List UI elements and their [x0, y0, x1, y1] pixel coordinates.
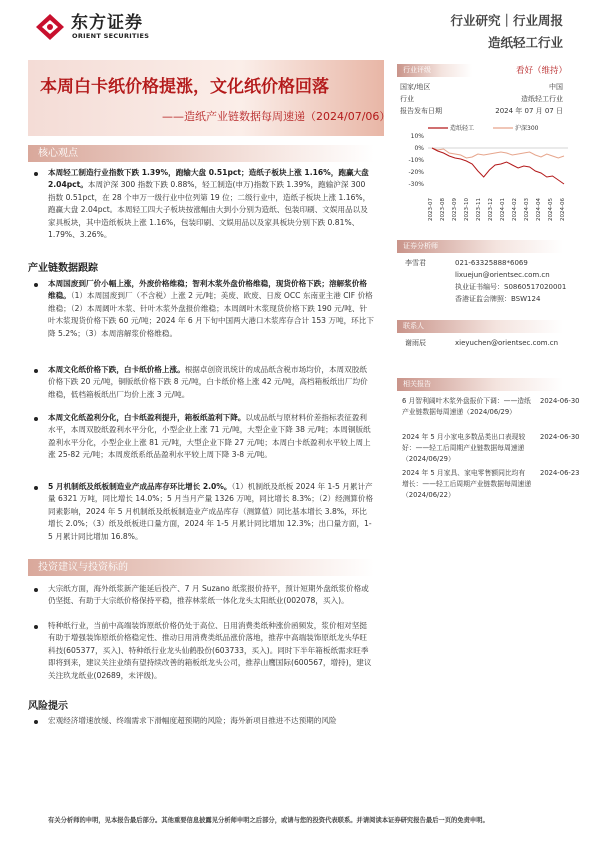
rating-value: 看好（维持）: [516, 66, 568, 76]
advice-bullet: [34, 620, 374, 682]
info-value: 造纸轻工行业: [521, 95, 563, 103]
chain-bold: 本周国废到厂价小幅上涨，外废价格维稳；智利木浆外盘价格维稳，现货价格下跌；溶解浆价格维稳。: [48, 279, 367, 301]
analyst-cert: 执业证书编号：S0860517020001: [455, 283, 567, 291]
logo-en-text: ORIENT SECURITIES: [72, 32, 150, 40]
chain-bullet: [34, 278, 374, 340]
section-chain-header: 产业链数据跟踪: [28, 263, 98, 274]
section-risk-header: 风险提示: [28, 701, 68, 712]
core-bold: 本周轻工制造行业指数下跌 1.39%，跑输大盘 0.51pct；造纸子板块上涨 1.16%，跑赢大盘 2.04pct。: [48, 168, 369, 190]
y-tick-label: -10%: [408, 157, 424, 164]
x-tick-label: 2023-10: [464, 198, 470, 221]
core-bullet: [34, 167, 374, 241]
analyst-phone: 021-63325888*6069: [455, 259, 528, 267]
info-value: 2024 年 07 月 07 日: [495, 107, 563, 115]
chain-text: （1）本周国废到厂（不含税）上涨 2 元/吨；美废、欧废、日废 OCC 东南亚主港 CIF 价格维稳；（2）本周阔叶木浆、针叶木浆外盘报价维稳；本周阔叶木浆现货价格下跌 190 元/吨、针叶木浆现货价格下跌 60 元/吨；2024 年 6 月下旬中国两大港口木浆库存合计 153 万吨，环比下降 5.2%；（3）本周溶解浆价格维稳。: [48, 291, 374, 338]
bullet-dot: [34, 283, 38, 287]
related-report-date: 2024-06-23: [540, 469, 580, 477]
x-tick-label: 2023-09: [452, 198, 458, 221]
x-tick-label: 2023-12: [488, 198, 494, 221]
analyst-hk-license: 香港证监会牌照：BSW124: [455, 295, 541, 303]
bullet-dot: [34, 486, 38, 490]
contact-tab: 联系人: [397, 320, 563, 333]
section-advice-header: 投资建议与投资标的: [28, 559, 374, 576]
analyst-name: 李雪君: [405, 259, 426, 267]
report-subtitle: ——造纸产业链数据每周速递（2024/07/06）: [162, 110, 391, 123]
related-report-date: 2024-06-30: [540, 433, 580, 441]
orient-logo-icon: [33, 12, 67, 42]
legend-industry: 造纸轻工: [450, 125, 475, 132]
advice-text: 特种纸行业，当前中高端装饰原纸价格仍处于高位、日用消费类纸种涨价函频发，浆价相对坚挺有助于增强装饰原纸价格稳定性、推动日用消费类纸品涨价落地，推荐中高端装饰原纸龙头华旺科技(605377，买入)、特种纸行业龙头仙鹤股份(603733，买入)。同时下半年箱板纸需求旺季即将到来，建议关注业绩有望持续改善的箱板纸龙头公司，推荐山鹰国际(600567，增持)，建议关注玖龙纸业(02689，未评级)。: [48, 621, 372, 680]
x-tick-label: 2023-08: [440, 198, 446, 221]
company-logo: [33, 12, 149, 42]
info-key: 行业: [400, 95, 414, 103]
report-category: 行业研究｜行业周报: [450, 13, 563, 28]
contact-name: 谢雨辰: [405, 339, 426, 347]
bullet-dot: [34, 720, 38, 724]
bullet-dot: [34, 369, 38, 373]
chain-bullet: [34, 364, 374, 401]
core-text: 本周沪深 300 指数下跌 0.88%，轻工制造(申万)指数下跌 1.39%，跑输沪深 300 指数 0.51pct，在 28 个申万一级行业中位列第 19 位；二级行业中，造纸子板块上涨 1.16%，跑赢大盘 2.04pct。本周轻工四大子板块按涨幅由大到小分别为造纸、包装印刷、文娱用品以及家具板块，其中造纸板块上涨 1.16%，包装印刷、文娱用品以及家具板块分别下跌 0.81%、1.79%、3.26%。: [48, 180, 371, 240]
info-value: 中国: [549, 83, 563, 91]
chain-text: 根据卓创资讯统计的成品纸含税市场均价，本周双胶纸价格下跌 20 元/吨，铜版纸价格下跌 8 元/吨，白卡纸价格上涨 42 元/吨，高档箱板纸出厂均价维稳，低档箱板纸出厂均价上涨 3 元/吨。: [48, 365, 368, 399]
chain-bullet: [34, 481, 374, 543]
risk-bullet: [34, 715, 374, 727]
legend-index: 沪深300: [515, 125, 539, 132]
analyst-tab: 证券分析师: [397, 240, 563, 253]
x-tick-label: 2024-03: [524, 198, 530, 221]
performance-chart: [398, 120, 568, 228]
disclaimer-footer: 有关分析师的申明，见本报告最后部分。其他重要信息披露见分析师申明之后部分，或请与您的投资代表联系。并请阅读本证券研究报告最后一页的免责申明。: [48, 817, 489, 824]
y-tick-label: 0%: [414, 145, 424, 152]
chain-text: 以成品纸与原材料价差指标表征盈利水平，本周双胶纸盈利水平分化，小型企业上涨 71 元/吨，大型企业下降 38 元/吨；本周铜版纸盈利水平分化，小型企业上涨 81 元/吨，大型企业下降 27 元/吨；本周白卡纸盈利水平较上周上涨 25-82 元/吨；本周废纸系纸品盈利水平较上周下降 3-8 元/吨。: [48, 413, 371, 460]
related-report-link[interactable]: 6 月智利阔叶木浆外盘报价下调：——造纸产业链数据每周速递（2024/06/29）: [402, 397, 531, 416]
info-key: 报告发布日期: [400, 107, 442, 115]
analyst-email[interactable]: lixuejun@orientsec.com.cn: [455, 271, 550, 279]
x-tick-label: 2024-01: [500, 198, 506, 221]
report-title: 本周白卡纸价格提涨，文化纸价格回落: [40, 77, 329, 97]
x-tick-label: 2024-02: [512, 198, 518, 221]
chain-bold: 5 月机制纸及纸板制造业产成品库存环比增长 2.0%。: [48, 482, 232, 491]
y-tick-label: 10%: [410, 133, 424, 140]
chain-bullet: [34, 412, 374, 462]
chain-bold: 本周文化纸价格下跌，白卡纸价格上涨。: [48, 365, 185, 374]
info-key: 国家/地区: [400, 83, 431, 91]
bullet-dot: [34, 625, 38, 629]
rating-tab: 行业评级: [397, 64, 472, 77]
related-tab: 相关报告: [397, 378, 563, 391]
section-core-header: 核心观点: [28, 145, 374, 162]
logo-cn-text: 东方证券: [71, 13, 143, 33]
bullet-dot: [34, 588, 38, 592]
bullet-dot: [34, 172, 38, 176]
bullet-dot: [34, 417, 38, 421]
x-tick-label: 2023-07: [428, 198, 434, 221]
related-report-link[interactable]: 2024 年 5 月小家电多数品类出口表现较好：——轻工后周期产业链数据每周速递（2024/06/29）: [402, 433, 526, 463]
y-tick-label: -20%: [408, 169, 424, 176]
chain-bold: 本周文化纸盈利分化，白卡纸盈利提升，箱板纸盈利下降。: [48, 413, 246, 422]
x-tick-label: 2023-11: [476, 198, 482, 221]
y-tick-label: -30%: [408, 181, 424, 188]
advice-text: 大宗纸方面，海外纸浆新产能延后投产、7 月 Suzano 纸浆报价持平，预计短期外盘纸浆价格或仍坚挺、有助于大宗纸价格保持平稳，推荐林浆纸一体化龙头太阳纸业(002078，买入)。: [48, 584, 369, 606]
x-tick-label: 2024-04: [536, 198, 542, 221]
related-report-link[interactable]: 2024 年 5 月家具、家电零售额同比均有增长：——轻工后周期产业链数据每周速递（2024/06/22）: [402, 469, 532, 499]
report-industry: 造纸轻工行业: [487, 35, 563, 50]
related-report-date: 2024-06-30: [540, 397, 580, 405]
chain-text: （1）机制纸及纸板 2024 年 1-5 月累计产量 6321 万吨，同比增长 14.0%；5 月当月产量 1326 万吨，同比增长 8.3%；（2）经测算价格同素影响，2024 年 5 月机制纸及纸板制造业产成品库存（测算值）同比基本增长 3.8%，环比增长 2.0%；（3）纸及纸板进口量方面，2024 年 1-5 月累计同比增加 12.3%；出口量方面，1-5 月累计同比增加 16.8%。: [48, 482, 374, 541]
report-type: [450, 10, 563, 54]
risk-text: 宏观经济增速放缓、终端需求下滑幅度超预期的风险；海外新项目推进不达预期的风险: [48, 716, 337, 725]
advice-bullet: [34, 583, 374, 608]
x-tick-label: 2024-06: [560, 198, 566, 221]
contact-email[interactable]: xieyuchen@orientsec.com.cn: [455, 339, 559, 347]
x-tick-label: 2024-05: [548, 198, 554, 221]
